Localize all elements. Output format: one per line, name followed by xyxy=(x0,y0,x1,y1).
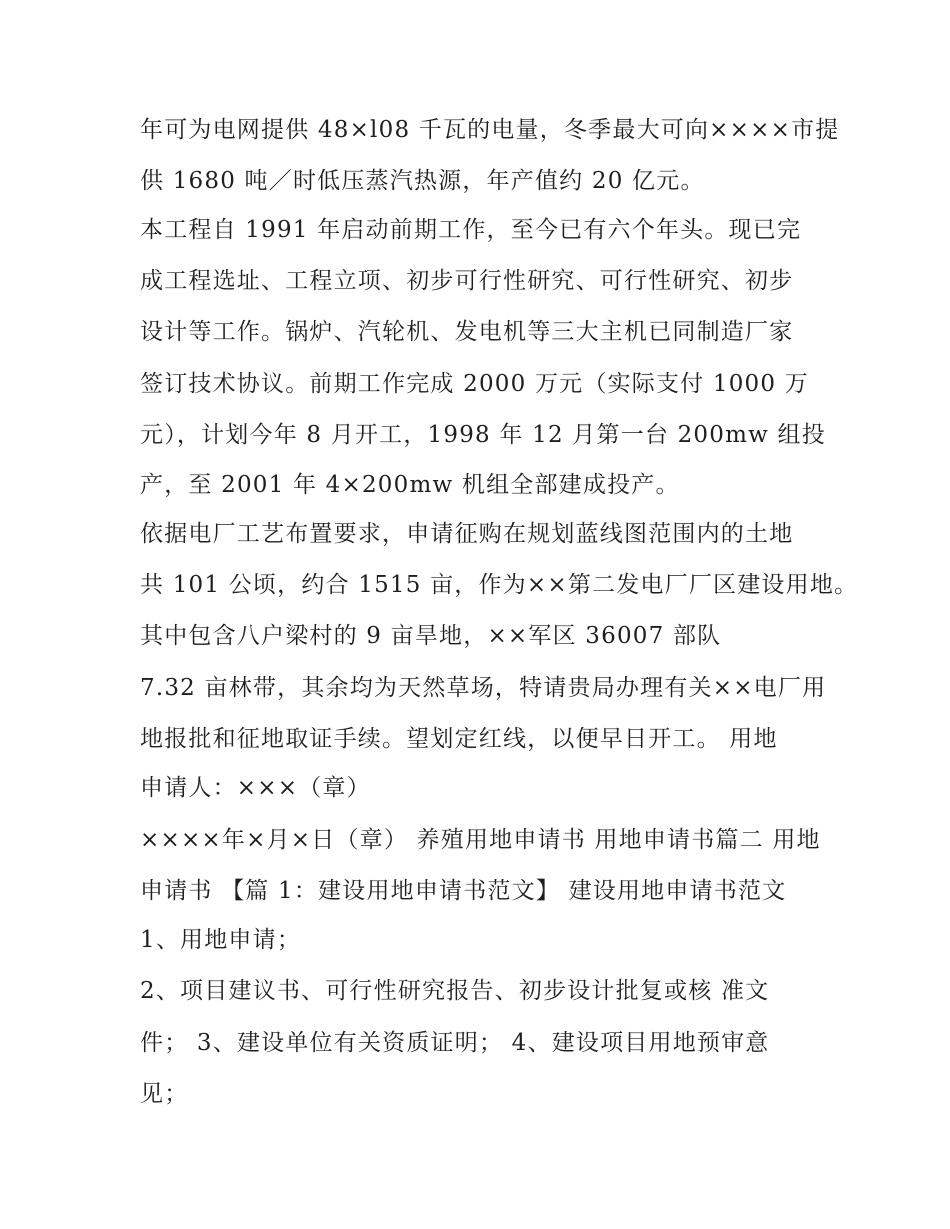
text-line: 元），计划今年 8 月开工，1998 年 12 月第一台 200mw 组投 xyxy=(140,422,826,448)
text-line: 本工程自 1991 年启动前期工作，至今已有六个年头。现已完 xyxy=(140,217,802,243)
text-line: 设计等工作。锅炉、汽轮机、发电机等三大主机已同制造厂家 xyxy=(140,319,794,345)
text-line: 依据电厂工艺布置要求，申请征购在规划蓝线图范围内的土地 xyxy=(140,521,794,547)
text-line: 其中包含八户梁村的 9 亩旱地，××军区 36007 部队 xyxy=(140,623,722,649)
text-line: 产，至 2001 年 4×200mw 机组全部建成投产。 xyxy=(140,472,680,498)
text-line: 成工程选址、工程立项、初步可行性研究、可行性研究、初步 xyxy=(140,268,794,294)
text-line: 共 101 公顷，约合 1515 亩，作为××第二发电厂厂区建设用地。 xyxy=(140,572,859,598)
text-line: 件； 3、建设单位有关资质证明； 4、建设项目用地预审意 xyxy=(140,1030,770,1056)
text-line: 供 1680 吨／时低压蒸汽热源，年产值约 20 亿元。 xyxy=(140,168,705,194)
text-line: 申请人：×××（章） xyxy=(140,775,371,801)
text-line: ××××年×月×日（章） 养殖用地申请书 用地申请书篇二 用地 xyxy=(140,827,821,853)
text-line: 7.32 亩林带，其余均为天然草场，特请贵局办理有关××电厂用 xyxy=(140,675,827,701)
text-line: 1、用地申请； xyxy=(140,927,302,953)
text-line: 签订技术协议。前期工作完成 2000 万元（实际支付 1000 万 xyxy=(140,371,809,397)
text-line: 申请书 【篇 1：建设用地申请书范文】 建设用地申请书范文 xyxy=(140,878,787,904)
text-line: 年可为电网提供 48×l08 千瓦的电量，冬季最大可向××××市提 xyxy=(140,117,840,143)
text-line: 地报批和征地取证手续。望划定红线，以便早日开工。 用地 xyxy=(140,726,778,752)
text-line: 2、项目建议书、可行性研究报告、初步设计批复或核 准文 xyxy=(140,978,770,1004)
text-line: 见； xyxy=(140,1081,189,1107)
